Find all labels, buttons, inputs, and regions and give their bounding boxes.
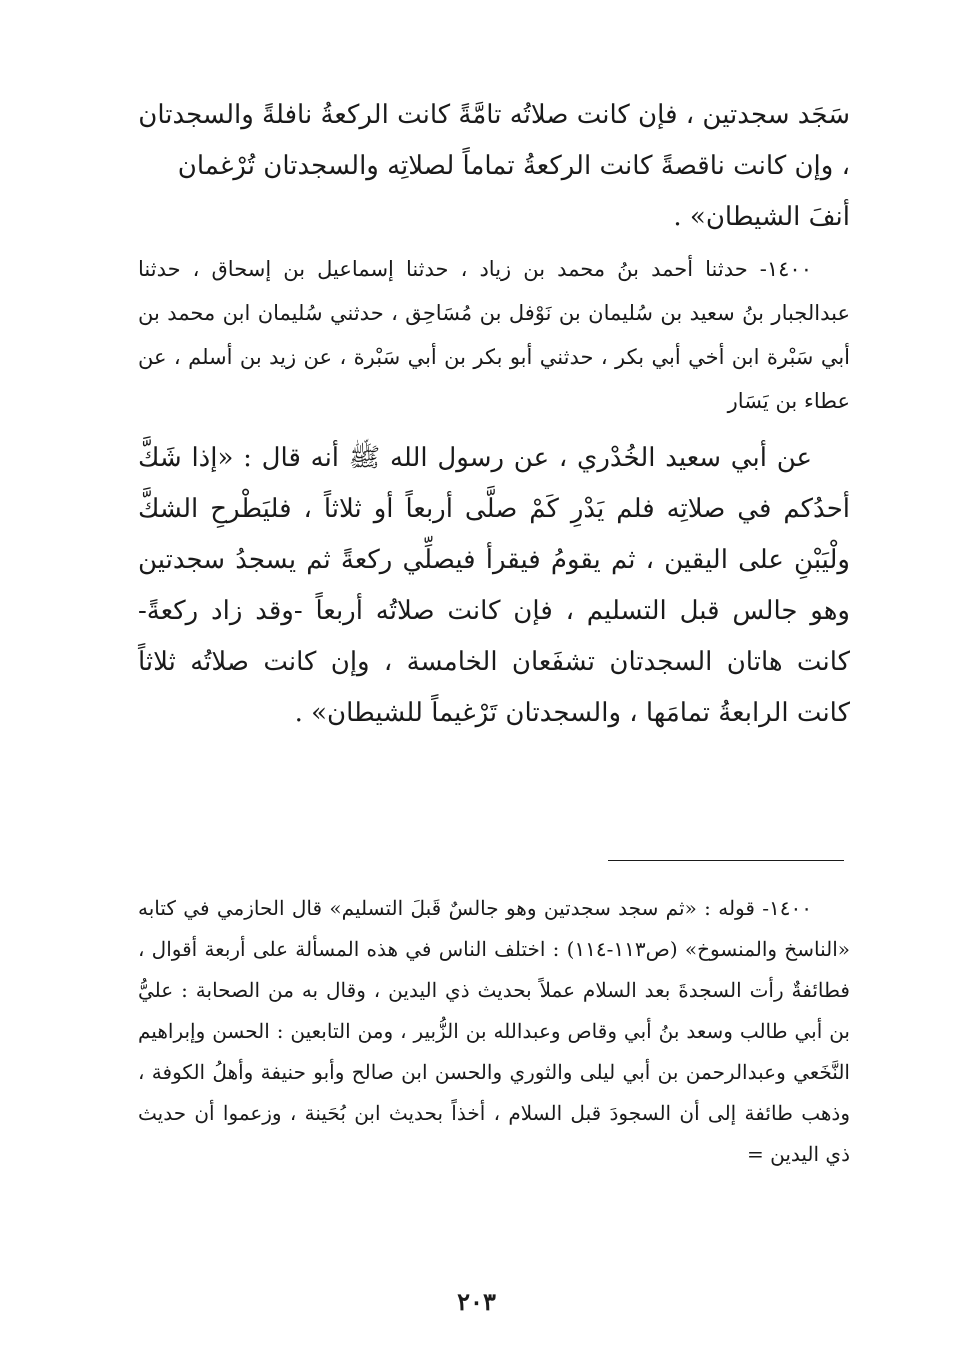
continuation-paragraph: سَجَد سجدتين ، فإن كانت صلاتُه تامَّةً كانت الركعةُ نافلةً والسجدتان ، وإن كانت ناقصةً كانت الركعةُ تماماً لصلاتِه والسجدتان تُرْغمان أنفَ الشيطان» . <box>138 100 850 232</box>
page-number: ٢٠٣ <box>457 1287 496 1316</box>
hadith-chain-paragraph: ١٤٠٠- حدثنا أحمد بنُ محمد بن زياد ، حدثنا إسماعيل بن إسحاق ، حدثنا عبدالجبار بنُ سعيد بن سُليمان بن نَوْفل بن مُسَاحِق ، حدثني سُليمان ابن محمد بن أبي سَبْرة ابن أخي أبي بكر ، حدثني أبو بكر بن أبي سَبْرة ، عن زيد بن أسلم ، عن عطاء بن يَسَار <box>138 257 850 413</box>
footnote-separator <box>608 860 844 861</box>
footnote-paragraph: ١٤٠٠- قوله : «ثم سجد سجدتين وهو جالسٌ قَبلَ التسليم» قال الحازمي في كتابه «الناسخ والمنسوخ» (ص١١٣-١١٤) : اختلف الناس في هذه المسألة على أربعة أقوال ، فطائفةٌ رأت السجدةَ بعد السلام عملاً بحديث ذي اليدين ، وقال به من الصحابة : عليُّ بن أبي طالب وسعد بنُ أبي وقاص وعبدالله بن الزُّبير ، ومن التابعين : الحسن وإبراهيم النَّخَعي وعبدالرحمن بن أبي ليلى والثوري والحسن ابن صالح وأبو حنيفة وأهلُ الكوفة ، وذهب طائفة إلى أن السجودَ قبل السلام ، أخذاً بحديث ابن بُحَينة ، وزعموا أن حديث ذي اليدين = <box>138 896 850 1166</box>
main-text-block <box>138 90 850 739</box>
hadith-body-paragraph: عن أبي سعيد الخُدْري ، عن رسول الله ﷺ أنه قال : «إذا شَكَّ أحدُكم في صلاتِه فلم يَدْرِ كَمْ صلَّى أربعاً أو ثلاثاً ، فليَطْرحِ الشكَّ ولْيَبْنِ على اليقين ، ثم يقومُ فيقرأ فيصلِّي ركعةً ثم يسجدُ سجدتين وهو جالس قبل التسليم ، فإن كانت صلاتُه أربعاً -وقد زاد ركعةً- كانت هاتان السجدتان تشفَعان الخامسة ، وإن كانت صلاتُه ثلاثاً كانت الرابعةُ تمامَها ، والسجدتان تَرْغيماً للشيطان» . <box>138 443 850 728</box>
